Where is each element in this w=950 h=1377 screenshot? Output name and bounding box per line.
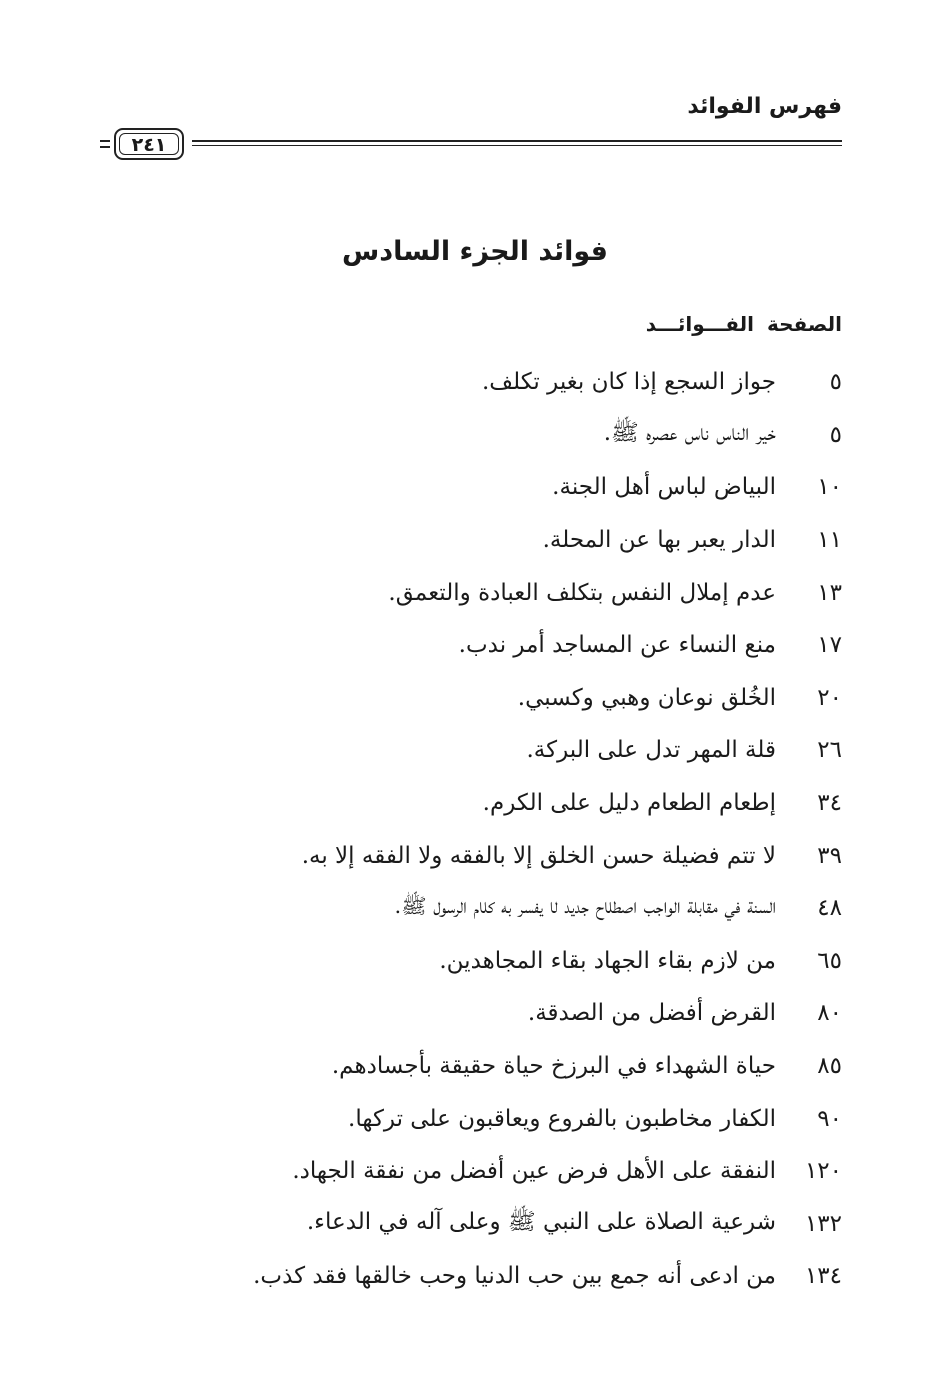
- index-entry: [122, 461, 842, 514]
- entry-page-number: ٣٩: [817, 842, 842, 869]
- benefits-column-label: الفـــوائـــد: [645, 312, 755, 336]
- entry-text: منع النساء عن المساجد أمر ندب.: [458, 632, 776, 659]
- entry-text: السنة في مقابلة الواجب اصطلاح جديد لا يفسر به كلام الرسول ﷺ.: [394, 893, 776, 918]
- entry-text: النفقة على الأهل فرض عين أفضل من نفقة الجهاد.: [292, 1158, 776, 1185]
- entry-text: من لازم بقاء الجهاد بقاء المجاهدين.: [439, 947, 776, 974]
- entry-page-number: ٢٦: [817, 737, 842, 764]
- index-entry: [122, 829, 842, 882]
- page-column-label: الصفحة: [766, 312, 842, 336]
- index-entry: [122, 987, 842, 1040]
- entry-page-number: ١٣٢: [804, 1210, 842, 1237]
- entry-text: عدم إملال النفس بتكلف العبادة والتعمق.: [388, 579, 776, 606]
- entry-page-number: ١٢٠: [804, 1158, 842, 1185]
- entry-text: قلة المهر تدل على البركة.: [526, 737, 776, 764]
- entry-page-number: ١٠: [817, 474, 842, 501]
- page-number-frame: [114, 128, 184, 160]
- index-entry: [122, 1092, 842, 1145]
- entry-text: الخُلق نوعان وهبي وكسبي.: [517, 684, 776, 711]
- entry-page-number: ١١: [817, 527, 842, 554]
- index-entry: [122, 935, 842, 988]
- index-entry: [122, 1198, 842, 1251]
- column-header: [646, 312, 842, 336]
- index-entry: [122, 514, 842, 567]
- benefits-index-list: [122, 356, 842, 1303]
- page-number: ٢٤١: [131, 134, 167, 156]
- index-entry: [122, 1145, 842, 1198]
- index-entry: [122, 672, 842, 725]
- entry-text: إطعام الطعام دليل على الكرم.: [482, 790, 776, 817]
- index-entry: [122, 882, 842, 935]
- rule-stub: [100, 140, 110, 142]
- entry-page-number: ٩٠: [817, 1105, 842, 1132]
- index-entry: [122, 1250, 842, 1303]
- entry-page-number: ٤٨: [817, 895, 842, 922]
- entry-text: القرض أفضل من الصدقة.: [527, 1000, 776, 1027]
- entry-page-number: ٨٠: [817, 1000, 842, 1027]
- rule-line: [192, 145, 842, 146]
- entry-text: الكفار مخاطبون بالفروع ويعاقبون على تركها.: [348, 1105, 776, 1132]
- header-rule: [100, 128, 842, 168]
- entry-page-number: ٥: [829, 369, 842, 396]
- index-entry: [122, 409, 842, 462]
- entry-text: من ادعى أنه جمع بين حب الدنيا وحب خالقها فقد كذب.: [253, 1263, 776, 1290]
- entry-text: حياة الشهداء في البرزخ حياة حقيقة بأجسادهم.: [331, 1053, 776, 1080]
- index-entry: [122, 1040, 842, 1093]
- rule-stub: [100, 146, 110, 148]
- entry-page-number: ٥: [829, 421, 842, 448]
- index-entry: [122, 356, 842, 409]
- entry-text: شرعية الصلاة على النبي ﷺ وعلى آله في الدعاء.: [306, 1208, 776, 1235]
- index-entry: [122, 777, 842, 830]
- entry-page-number: ٢٠: [817, 684, 842, 711]
- entry-text: الدار يعبر بها عن المحلة.: [542, 527, 776, 554]
- rule-line: [192, 140, 842, 142]
- section-title: فوائد الجزء السادس: [342, 236, 608, 267]
- entry-page-number: ١٣: [817, 579, 842, 606]
- index-entry: [122, 566, 842, 619]
- index-entry: [122, 619, 842, 672]
- entry-text: خير الناس ناس عصره ﷺ.: [603, 419, 776, 446]
- entry-text: لا تتم فضيلة حسن الخلق إلا بالفقه ولا الفقه إلا به.: [301, 842, 776, 869]
- entry-page-number: ٨٥: [817, 1053, 842, 1080]
- entry-page-number: ١٧: [817, 632, 842, 659]
- entry-page-number: ٦٥: [817, 947, 842, 974]
- entry-text: جواز السجع إذا كان بغير تكلف.: [482, 369, 776, 396]
- entry-page-number: ٣٤: [817, 790, 842, 817]
- entry-text: البياض لباس أهل الجنة.: [552, 474, 776, 501]
- entry-page-number: ١٣٤: [804, 1263, 842, 1290]
- index-entry: [122, 724, 842, 777]
- running-title: فهرس الفوائد: [687, 94, 842, 119]
